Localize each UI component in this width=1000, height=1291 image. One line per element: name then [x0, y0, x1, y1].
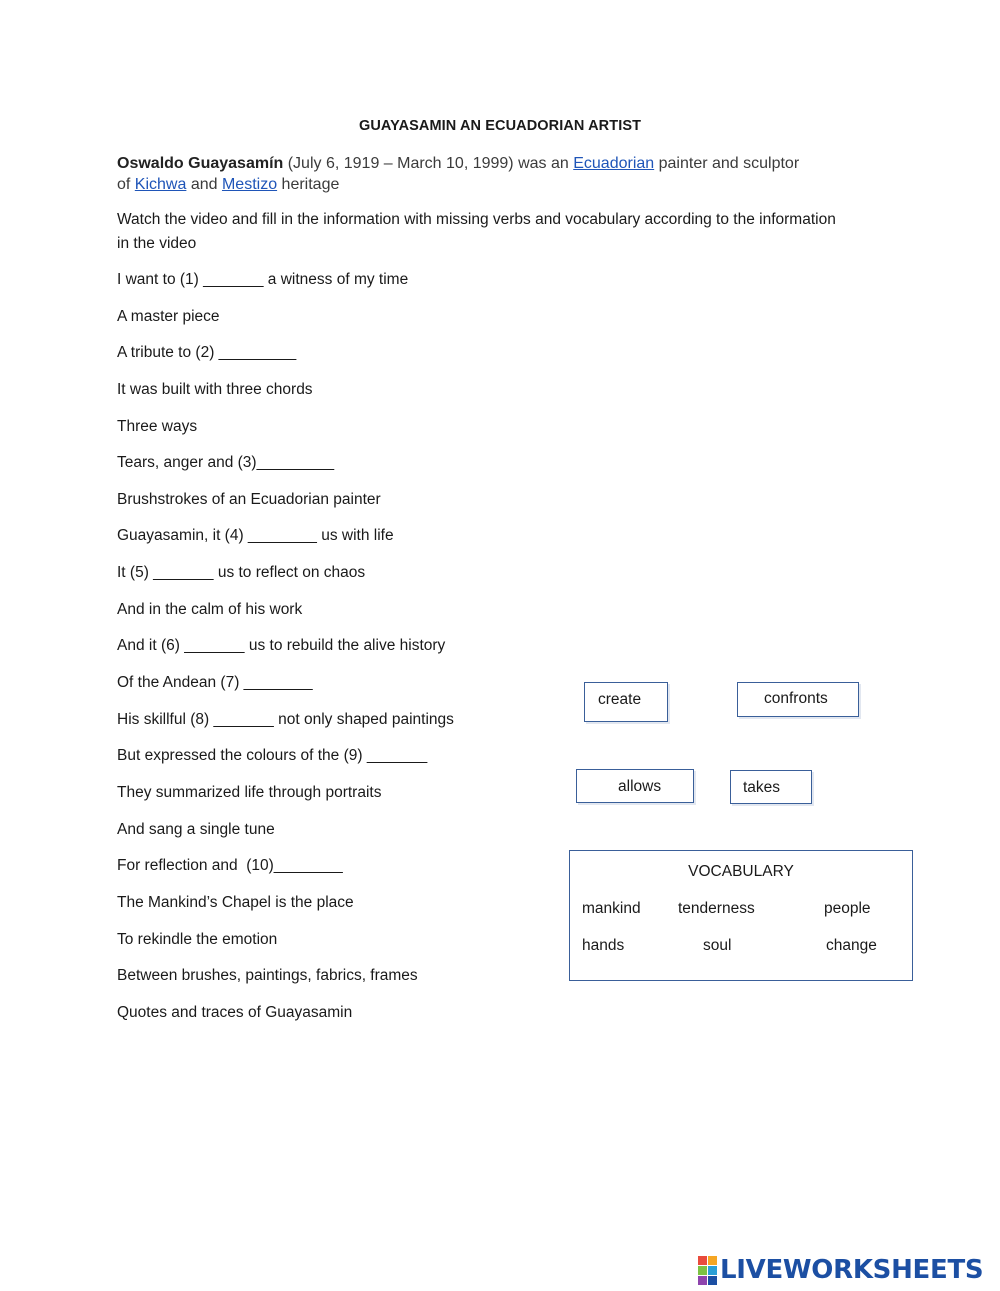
- liveworksheets-mark-icon: [698, 1256, 717, 1285]
- lyric-line: Three ways: [117, 418, 198, 435]
- lyric-line: They summarized life through portraits: [117, 784, 382, 801]
- worksheet-title: GUAYASAMIN AN ECUADORIAN ARTIST: [358, 118, 642, 134]
- vocab-word[interactable]: tenderness: [678, 900, 755, 917]
- vocab-word[interactable]: people: [824, 900, 871, 917]
- verb-box-confronts[interactable]: confronts: [737, 682, 859, 717]
- lyric-line: And sang a single tune: [117, 821, 275, 838]
- lyric-line: I want to (1) _______ a witness of my time: [117, 271, 409, 288]
- lyric-line: Guayasamin, it (4) ________ us with life: [117, 527, 394, 544]
- lyric-line: But expressed the colours of the (9) _______: [117, 747, 428, 764]
- lyric-line: And in the calm of his work: [117, 601, 303, 618]
- lyric-line: Between brushes, paintings, fabrics, frames: [117, 967, 418, 984]
- vocab-word[interactable]: change: [826, 937, 877, 954]
- lyric-line: For reflection and (10)________: [117, 857, 343, 874]
- verb-box-takes[interactable]: takes: [730, 770, 812, 804]
- verb-box-allows[interactable]: allows: [576, 769, 694, 803]
- artist-name: Oswaldo Guayasamín: [117, 155, 284, 172]
- intro-paragraph: Oswaldo Guayasamín (July 6, 1919 – March 10, 1999) was an Ecuadorian painter and sculptor of Kichwa and Mestizo heritage: [117, 155, 800, 193]
- liveworksheets-logo[interactable]: [698, 1255, 983, 1285]
- link-ecuadorian[interactable]: Ecuadorian: [573, 155, 655, 172]
- lyric-line: And it (6) _______ us to rebuild the alive history: [117, 637, 446, 654]
- vocab-word[interactable]: mankind: [582, 900, 641, 917]
- verb-box-create[interactable]: create: [584, 682, 668, 722]
- instructions: Watch the video and fill in the information with missing verbs and vocabulary according to the information in the video: [117, 211, 836, 252]
- lyric-line: The Mankind’s Chapel is the place: [117, 894, 354, 911]
- vocab-word[interactable]: soul: [703, 937, 732, 954]
- lyric-line: Quotes and traces of Guayasamin: [117, 1004, 353, 1021]
- lyric-line: It was built with three chords: [117, 381, 313, 398]
- vocabulary-box: [569, 850, 913, 981]
- link-mestizo[interactable]: Mestizo: [221, 176, 278, 193]
- lyric-line: Of the Andean (7) ________: [117, 674, 313, 691]
- lyric-line: His skillful (8) _______ not only shaped paintings: [117, 711, 454, 728]
- lyric-line: A master piece: [117, 308, 220, 325]
- lyric-line: A tribute to (2) _________: [117, 344, 297, 361]
- brand-name: LIVEWORKSHEETS: [720, 1255, 984, 1285]
- lyric-line: Tears, anger and (3)_________: [117, 454, 335, 471]
- lyric-line: To rekindle the emotion: [117, 931, 278, 948]
- lyric-line: Brushstrokes of an Ecuadorian painter: [117, 491, 381, 508]
- vocab-word[interactable]: hands: [582, 937, 625, 954]
- vocabulary-title: VOCABULARY: [688, 863, 794, 880]
- lyric-line: It (5) _______ us to reflect on chaos: [117, 564, 366, 581]
- link-kichwa[interactable]: Kichwa: [134, 176, 187, 193]
